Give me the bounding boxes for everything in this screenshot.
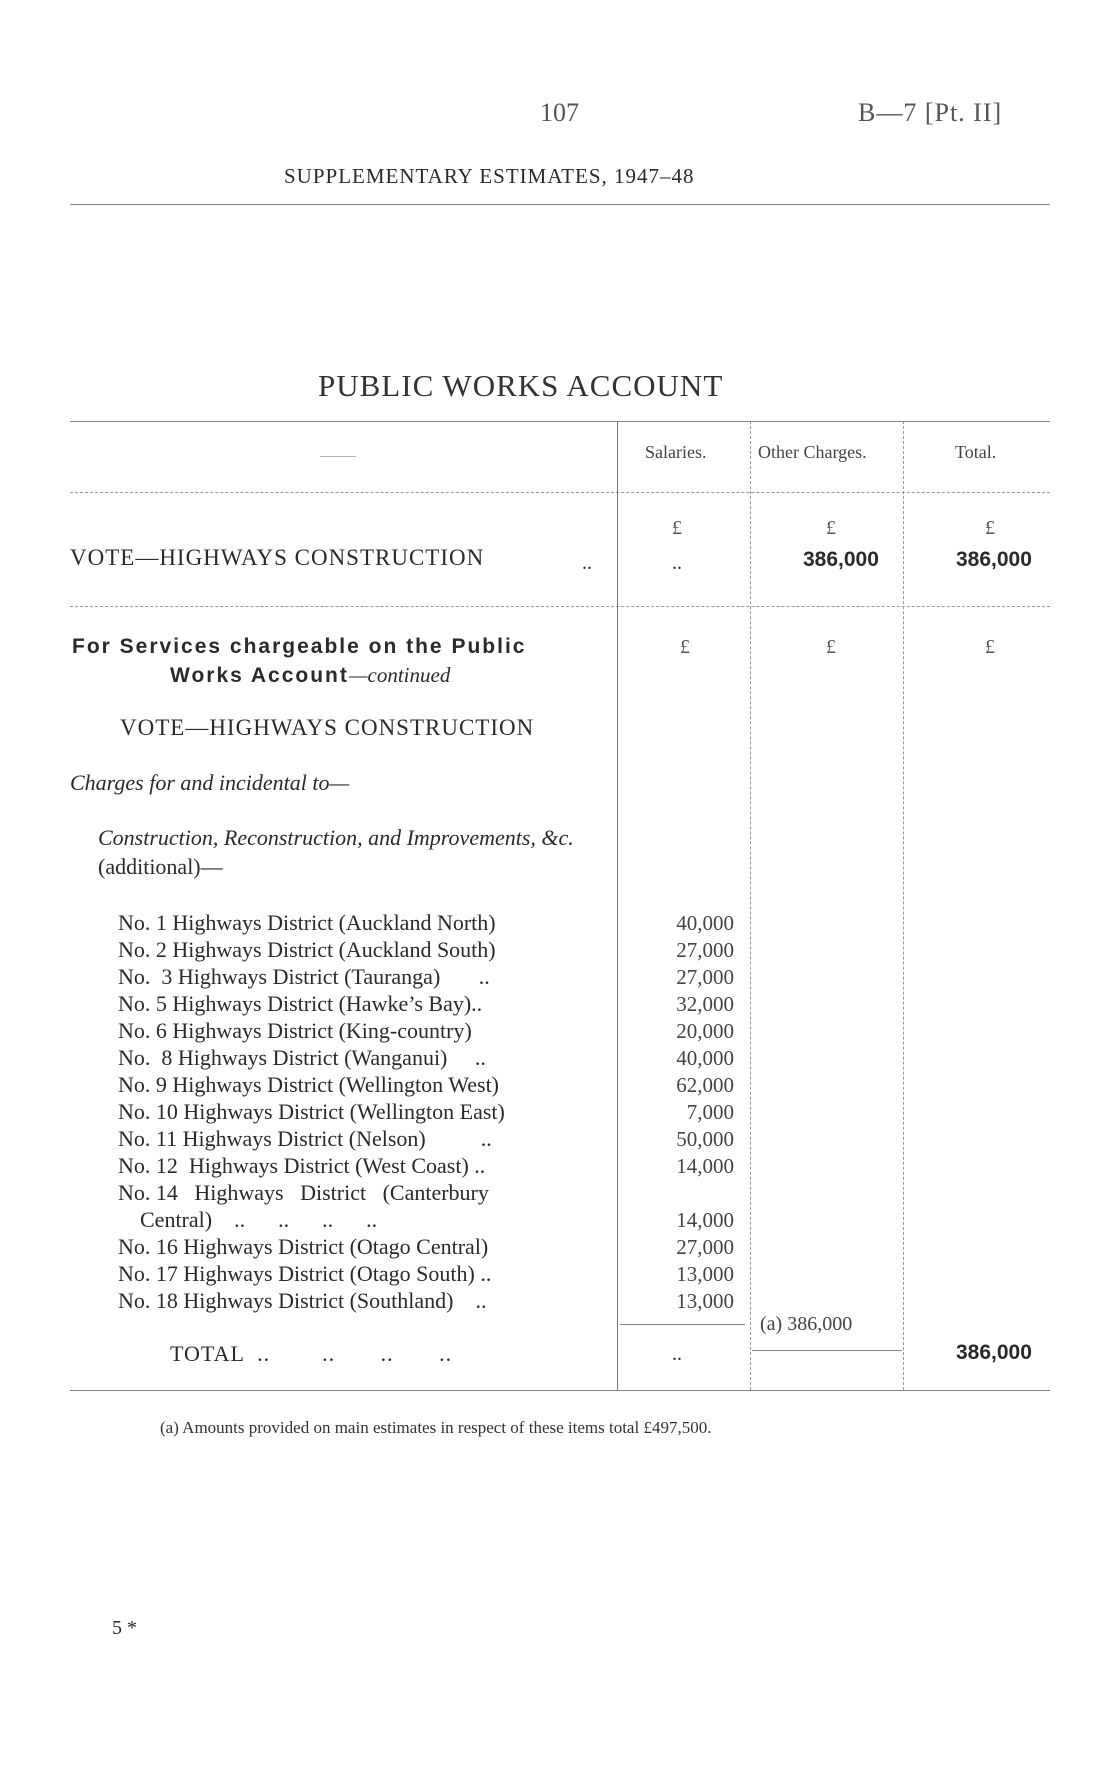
list-item-amount: 62,000 <box>676 1073 734 1097</box>
total-row-salaries: .. <box>672 1343 682 1365</box>
construction-heading-italic: Construction, Reconstruction, and Improvements, &c. <box>98 825 574 850</box>
services-heading-continued: —continued <box>348 663 451 687</box>
salaries-column-divider <box>617 421 618 1390</box>
list-item-amount: 7,000 <box>686 1100 734 1124</box>
services-heading-line2: Works Account <box>170 664 349 687</box>
total-row-total: 386,000 <box>956 1341 1032 1364</box>
signature-mark: 5 * <box>112 1617 137 1639</box>
vote-row-total: 386,000 <box>956 548 1032 571</box>
list-item: No. 6 Highways District (King-country) <box>118 1018 472 1043</box>
list-item-amount: 14,000 <box>676 1208 734 1232</box>
list-item: No. 11 Highways District (Nelson) .. <box>118 1126 492 1151</box>
list-item-amount: 13,000 <box>676 1289 734 1313</box>
services-heading <box>72 633 526 690</box>
list-item: No. 9 Highways District (Wellington West) <box>118 1072 500 1097</box>
vote-row-label: VOTE—HIGHWAYS CONSTRUCTION <box>70 545 485 570</box>
other-charges-currency-2: £ <box>826 636 836 658</box>
total-header: Total. <box>955 442 997 462</box>
list-item-amount: 50,000 <box>676 1127 734 1151</box>
list-item: No. 5 Highways District (Hawke’s Bay).. <box>118 991 483 1016</box>
footnote: (a) Amounts provided on main estimates in respect of these items total £497,500. <box>160 1418 712 1437</box>
vote-row-other-charges: 386,000 <box>803 548 879 571</box>
salaries-currency-2: £ <box>680 636 690 658</box>
table-bottom-rule <box>70 1390 1050 1391</box>
page-number: 107 <box>540 98 579 127</box>
list-item-amount: 13,000 <box>676 1262 734 1286</box>
list-item: No. 10 Highways District (Wellington East) <box>118 1099 505 1124</box>
total-row-label: TOTAL .. .. .. .. <box>170 1341 453 1366</box>
total-column-divider <box>903 421 904 1390</box>
list-item-amount: 27,000 <box>676 1235 734 1259</box>
list-item-amount: 32,000 <box>676 992 734 1016</box>
list-item-amount: 27,000 <box>676 938 734 962</box>
other-charges-subtotal: (a) 386,000 <box>760 1313 853 1335</box>
list-item: No. 16 Highways District (Otago Central) <box>118 1234 489 1259</box>
construction-heading-plain: (additional)— <box>98 854 223 879</box>
services-heading-line2-wrap <box>72 661 526 690</box>
list-item-amount: 40,000 <box>676 1046 734 1070</box>
vote-row-salaries: .. <box>672 552 682 574</box>
construction-heading <box>98 823 603 881</box>
stub-header: ——— <box>320 448 356 462</box>
other-charges-header: Other Charges. <box>758 442 867 462</box>
document-reference: B—7 [Pt. II] <box>858 98 1003 127</box>
list-item: Central) .. .. .. .. <box>118 1207 378 1232</box>
list-item: No. 17 Highways District (Otago South) .. <box>118 1261 492 1286</box>
header-rule <box>70 204 1050 205</box>
list-item: No. 12 Highways District (West Coast) .. <box>118 1153 486 1178</box>
section-title: PUBLIC WORKS ACCOUNT <box>318 368 724 403</box>
list-item: No. 2 Highways District (Auckland South) <box>118 937 496 962</box>
salaries-currency: £ <box>672 517 682 539</box>
list-item: No. 3 Highways District (Tauranga) .. <box>118 964 490 989</box>
list-item-amount: 27,000 <box>676 965 734 989</box>
vote-row-leader: .. <box>582 552 592 574</box>
other-charges-column-divider <box>750 421 751 1390</box>
list-item: No. 8 Highways District (Wanganui) .. <box>118 1045 486 1070</box>
other-charges-currency: £ <box>826 517 836 539</box>
salaries-header: Salaries. <box>645 442 707 462</box>
other-charges-subtotal-rule <box>752 1350 902 1351</box>
list-item-amount: 14,000 <box>676 1154 734 1178</box>
vote-heading: VOTE—HIGHWAYS CONSTRUCTION <box>120 715 535 740</box>
total-currency: £ <box>985 517 995 539</box>
running-title: SUPPLEMENTARY ESTIMATES, 1947–48 <box>284 164 695 188</box>
list-item: No. 1 Highways District (Auckland North) <box>118 910 496 935</box>
list-item-amount: 40,000 <box>676 911 734 935</box>
list-item: No. 18 Highways District (Southland) .. <box>118 1288 487 1313</box>
list-item: No. 14 Highways District (Canterbury <box>118 1180 489 1205</box>
list-item-amount: 20,000 <box>676 1019 734 1043</box>
salaries-subtotal-rule <box>620 1324 745 1325</box>
charges-heading: Charges for and incidental to— <box>70 770 350 795</box>
total-currency-2: £ <box>985 636 995 658</box>
services-heading-line1: For Services chargeable on the Public <box>72 635 527 658</box>
